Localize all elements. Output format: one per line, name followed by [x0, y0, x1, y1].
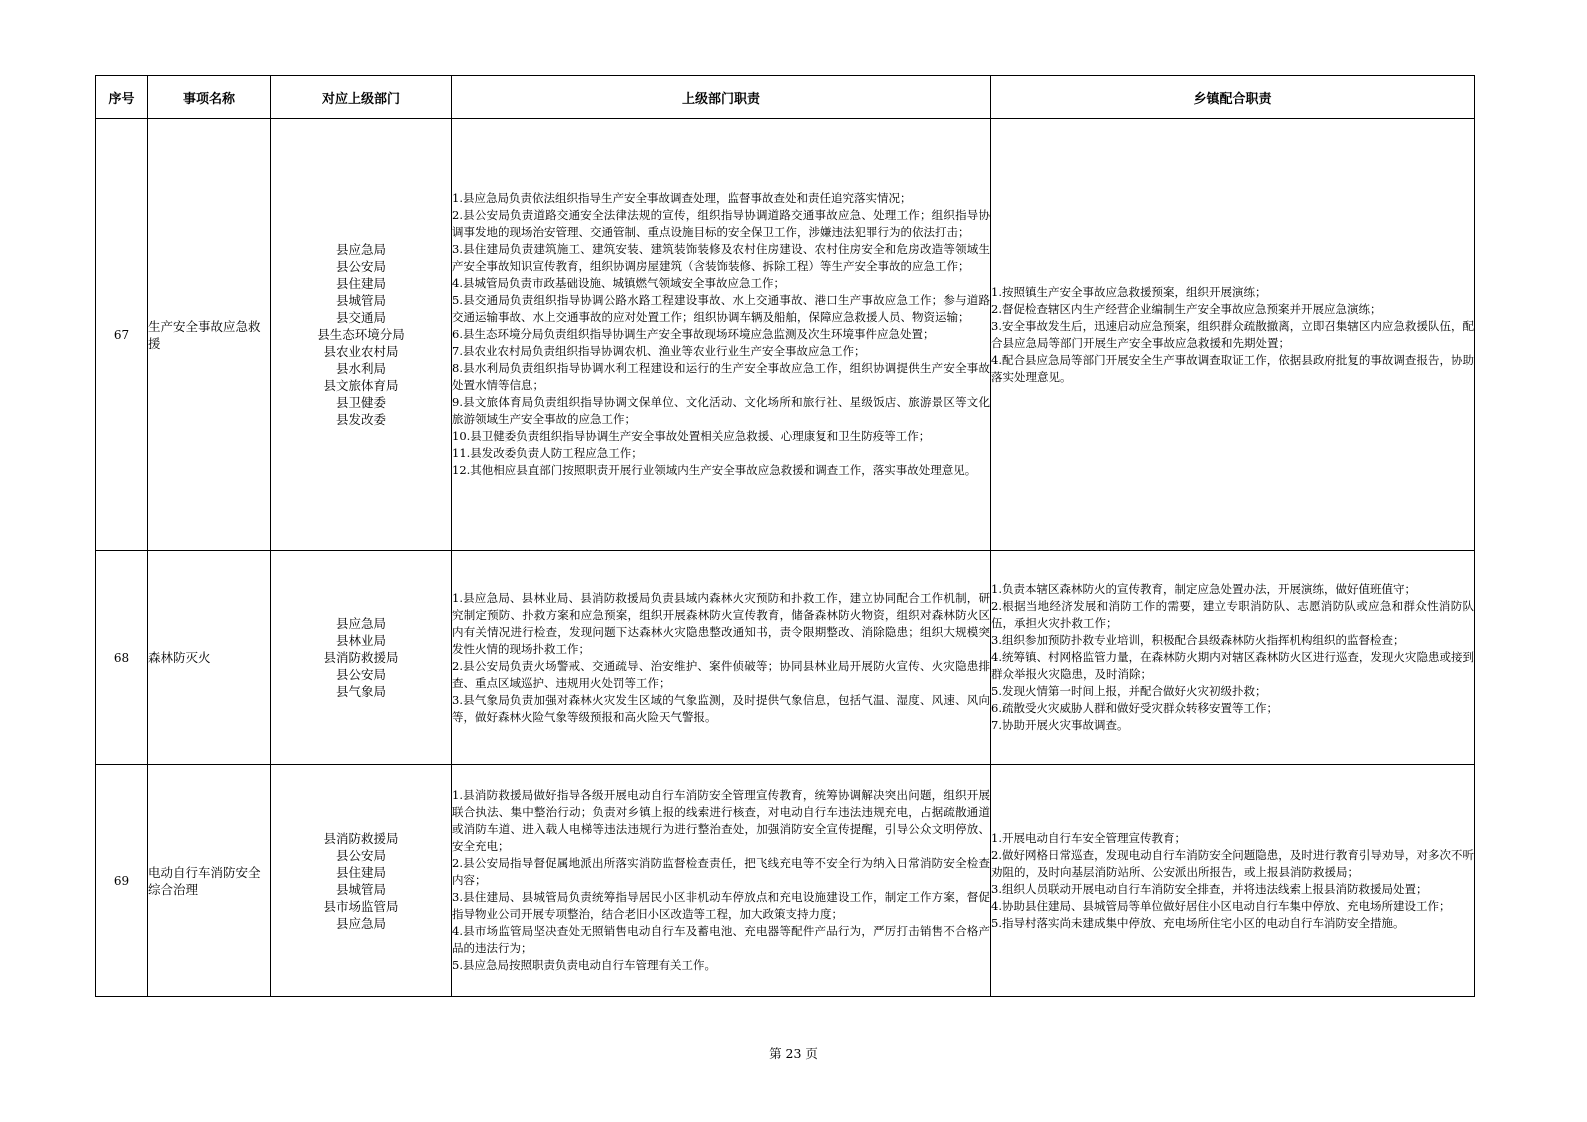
duty-line: 2.县公安局负责道路交通安全法律法规的宣传，组织指导协调道路交通事故应急、处理工作；组织指导协调事发地的现场治安管理、交通管制、重点设施目标的安全保卫工作，涉嫌违法犯罪行为的依法打击； [452, 208, 990, 239]
duty-line: 1.县应急局负责依法组织指导生产安全事故调查处理，监督事故查处和责任追究落实情况； [452, 191, 912, 205]
duty-line: 3.组织参加预防扑救专业培训，积极配合县级森林防火指挥机构组织的监督检查； [991, 633, 1405, 647]
row-depts [271, 765, 452, 997]
duty-line: 10.县卫健委负责组织指导协调生产安全事故处置相关应急救援、心理康复和卫生防疫等工作； [452, 429, 931, 443]
header-num: 序号 [96, 76, 148, 119]
duty-line: 9.县文旅体育局负责组织指导协调文保单位、文化活动、文化场所和旅行社、星级饭店、旅游景区等文化旅游领域生产安全事故的应急工作； [452, 395, 990, 426]
dept-item: 县住建局 [335, 276, 386, 291]
duty-line: 3.县住建局、县城管局负责统筹指导居民小区非机动车停放点和充电设施建设工作，制定工作方案，督促指导物业公司开展专项整治，结合老旧小区改造等工程，加大政策支持力度； [452, 890, 990, 921]
row-town-duty [991, 765, 1475, 997]
row-upper-duty [452, 119, 991, 551]
dept-item: 县林业局 [335, 633, 386, 648]
duty-line: 11.县发改委负责人防工程应急工作； [452, 446, 643, 460]
row-upper-duty [452, 765, 991, 997]
row-name: 森林防灭火 [148, 551, 271, 765]
dept-item: 县市场监管局 [323, 898, 399, 914]
duty-line: 1.开展电动自行车安全管理宣传教育； [991, 830, 1186, 845]
dept-item: 县应急局 [335, 616, 386, 631]
dept-item: 县卫健委 [335, 395, 386, 410]
header-town-duty: 乡镇配合职责 [991, 76, 1475, 119]
dept-item: 县交通局 [335, 310, 386, 325]
dept-item: 县文旅体育局 [323, 378, 399, 393]
row-town-duty [991, 551, 1475, 765]
duty-line: 3.组织人员联动开展电动自行车消防安全排查，并将违法线索上报县消防救援局处置； [991, 881, 1428, 896]
row-depts [271, 551, 452, 765]
duty-line: 6.县生态环境分局负责组织指导协调生产安全事故现场环境应急监测及次生环境事件应急处置； [452, 327, 935, 341]
duty-line: 7.县农业农村局负责组织指导协调农机、渔业等农业行业生产安全事故应急工作； [452, 344, 866, 358]
duty-line: 8.县水利局负责组织指导协调水利工程建设和运行的生产安全事故应急工作，组织协调提供生产安全事故处置水情等信息； [452, 361, 990, 392]
duty-line: 5.县交通局负责组织指导协调公路水路工程建设事故、水上交通事故、港口生产事故应急工作；参与道路交通运输事故、水上交通事故的应对处置工作；组织协调车辆及船舶，保障应急救援人员、物资运输； [452, 293, 990, 324]
dept-item: 县公安局 [335, 847, 386, 863]
duty-table [95, 75, 1475, 997]
row-town-duty [991, 119, 1475, 551]
duty-line: 1.县应急局、县林业局、县消防救援局负责县域内森林火灾预防和扑救工作，建立协同配合工作机制，研究制定预防、扑救方案和应急预案，组织开展森林防火宣传教育，储备森林防火物资，组织对森林防火区内有关情况进行检查，发现问题下达森林火灾隐患整改通知书，责令限期整改、消除隐患；组织大规模突发性火情的现场扑救工作； [452, 590, 990, 656]
row-name: 电动自行车消防安全综合治理 [148, 765, 271, 997]
header-name: 事项名称 [148, 76, 271, 119]
table-header-row [96, 76, 1475, 119]
duty-line: 4.县城管局负责市政基础设施、城镇燃气领域安全事故应急工作； [452, 276, 785, 290]
header-dept: 对应上级部门 [271, 76, 452, 119]
dept-item: 县消防救援局 [323, 650, 399, 665]
duty-line: 4.配合县应急局等部门开展安全生产事故调查取证工作，依据县政府批复的事故调查报告，协助落实处理意见。 [991, 352, 1474, 384]
dept-item: 县生态环境分局 [317, 327, 405, 342]
duty-line: 3.县住建局负责建筑施工、建筑安装、建筑装饰装修及农村住房建设、农村住房安全和危房改造等领域生产安全事故知识宣传教育，组织协调房屋建筑（含装饰装修、拆除工程）等生产安全事故的应急工作； [452, 242, 990, 273]
dept-item: 县城管局 [335, 293, 386, 308]
dept-item: 县公安局 [335, 259, 386, 274]
duty-line: 2.县公安局负责火场警戒、交通疏导、治安维护、案件侦破等；协同县林业局开展防火宣传、火灾隐患排查、重点区域巡护、违规用火处罚等工作； [452, 658, 990, 690]
duty-line: 1.县消防救援局做好指导各级开展电动自行车消防安全管理宣传教育，统筹协调解决突出问题，组织开展联合执法、集中整治行动；负责对乡镇上报的线索进行核查，对电动自行车违法违规充电，占据疏散通道或消防车道、进入载人电梯等违法违规行为进行整治查处，加强消防安全宣传提醒，引导公众文明停放、安全充电； [452, 788, 990, 853]
dept-item: 县公安局 [335, 667, 386, 682]
duty-line: 2.根据当地经济发展和消防工作的需要，建立专职消防队、志愿消防队或应急和群众性消防队伍，承担火灾扑救工作； [991, 599, 1474, 630]
row-upper-duty [452, 551, 991, 765]
row-num: 69 [96, 765, 148, 997]
duty-line: 4.县市场监管局坚决查处无照销售电动自行车及蓄电池、充电器等配件产品行为，严厉打击销售不合格产品的违法行为； [452, 924, 990, 955]
dept-item: 县消防救援局 [323, 830, 399, 846]
duty-line: 2.督促检查辖区内生产经营企业编制生产安全事故应急预案并开展应急演练； [991, 301, 1382, 316]
dept-item: 县发改委 [335, 412, 386, 427]
duty-line: 2.县公安局指导督促属地派出所落实消防监督检查责任，把飞线充电等不安全行为纳入日常消防安全检查内容； [452, 856, 990, 887]
table-row [96, 765, 1475, 997]
duty-line: 4.协助县住建局、县城管局等单位做好居住小区电动自行车集中停放、充电场所建设工作； [991, 898, 1451, 913]
duty-line: 5.指导村落实尚未建成集中停放、充电场所住宅小区的电动自行车消防安全措施。 [991, 915, 1405, 930]
table-row [96, 551, 1475, 765]
header-upper-duty: 上级部门职责 [452, 76, 991, 119]
row-name: 生产安全事故应急救援 [148, 119, 271, 551]
dept-item: 县应急局 [335, 915, 386, 931]
table-row [96, 119, 1475, 551]
row-depts [271, 119, 452, 551]
duty-line: 3.县气象局负责加强对森林火灾发生区域的气象监测，及时提供气象信息，包括气温、湿度、风速、风向等，做好森林火险气象等级预报和高火险天气警报。 [452, 692, 990, 724]
duty-line: 1.按照镇生产安全事故应急救援预案，组织开展演练； [991, 284, 1267, 299]
dept-item: 县水利局 [335, 361, 386, 376]
dept-item: 县城管局 [335, 881, 386, 897]
page-number: 第 23 页 [769, 1046, 818, 1061]
dept-item: 县应急局 [335, 242, 386, 257]
row-num: 68 [96, 551, 148, 765]
dept-item: 县住建局 [335, 864, 386, 880]
duty-line: 7.协助开展火灾事故调查。 [991, 718, 1129, 732]
duty-line: 1.负责本辖区森林防火的宣传教育，制定应急处置办法，开展演练，做好值班值守； [991, 582, 1416, 596]
duty-line: 3.安全事故发生后，迅速启动应急预案，组织群众疏散撤离，立即召集辖区内应急救援队伍，配合县应急局等部门开展生产安全事故应急救援和先期处置； [991, 318, 1474, 350]
row-num: 67 [96, 119, 148, 551]
duty-line: 5.发现火情第一时间上报，并配合做好火灾初级扑救； [991, 684, 1267, 698]
dept-item: 县气象局 [335, 684, 386, 699]
duty-line: 2.做好网格日常巡查，发现电动自行车消防安全问题隐患，及时进行教育引导劝导，对多次不听劝阻的，及时向基层消防站所、公安派出所报告，或上报县消防救援局； [991, 847, 1474, 879]
duty-line: 12.其他相应县直部门按照职责开展行业领域内生产安全事故应急救援和调查工作，落实事故处理意见。 [452, 463, 977, 477]
duty-line: 5.县应急局按照职责负责电动自行车管理有关工作。 [452, 958, 716, 972]
dept-item: 县农业农村局 [323, 344, 399, 359]
duty-line: 4.统筹镇、村网格监管力量，在森林防火期内对辖区森林防火区进行巡查，发现火灾隐患或接到群众举报火灾隐患，及时消除； [991, 650, 1474, 681]
duty-line: 6.疏散受火灾威胁人群和做好受灾群众转移安置等工作； [991, 701, 1278, 715]
